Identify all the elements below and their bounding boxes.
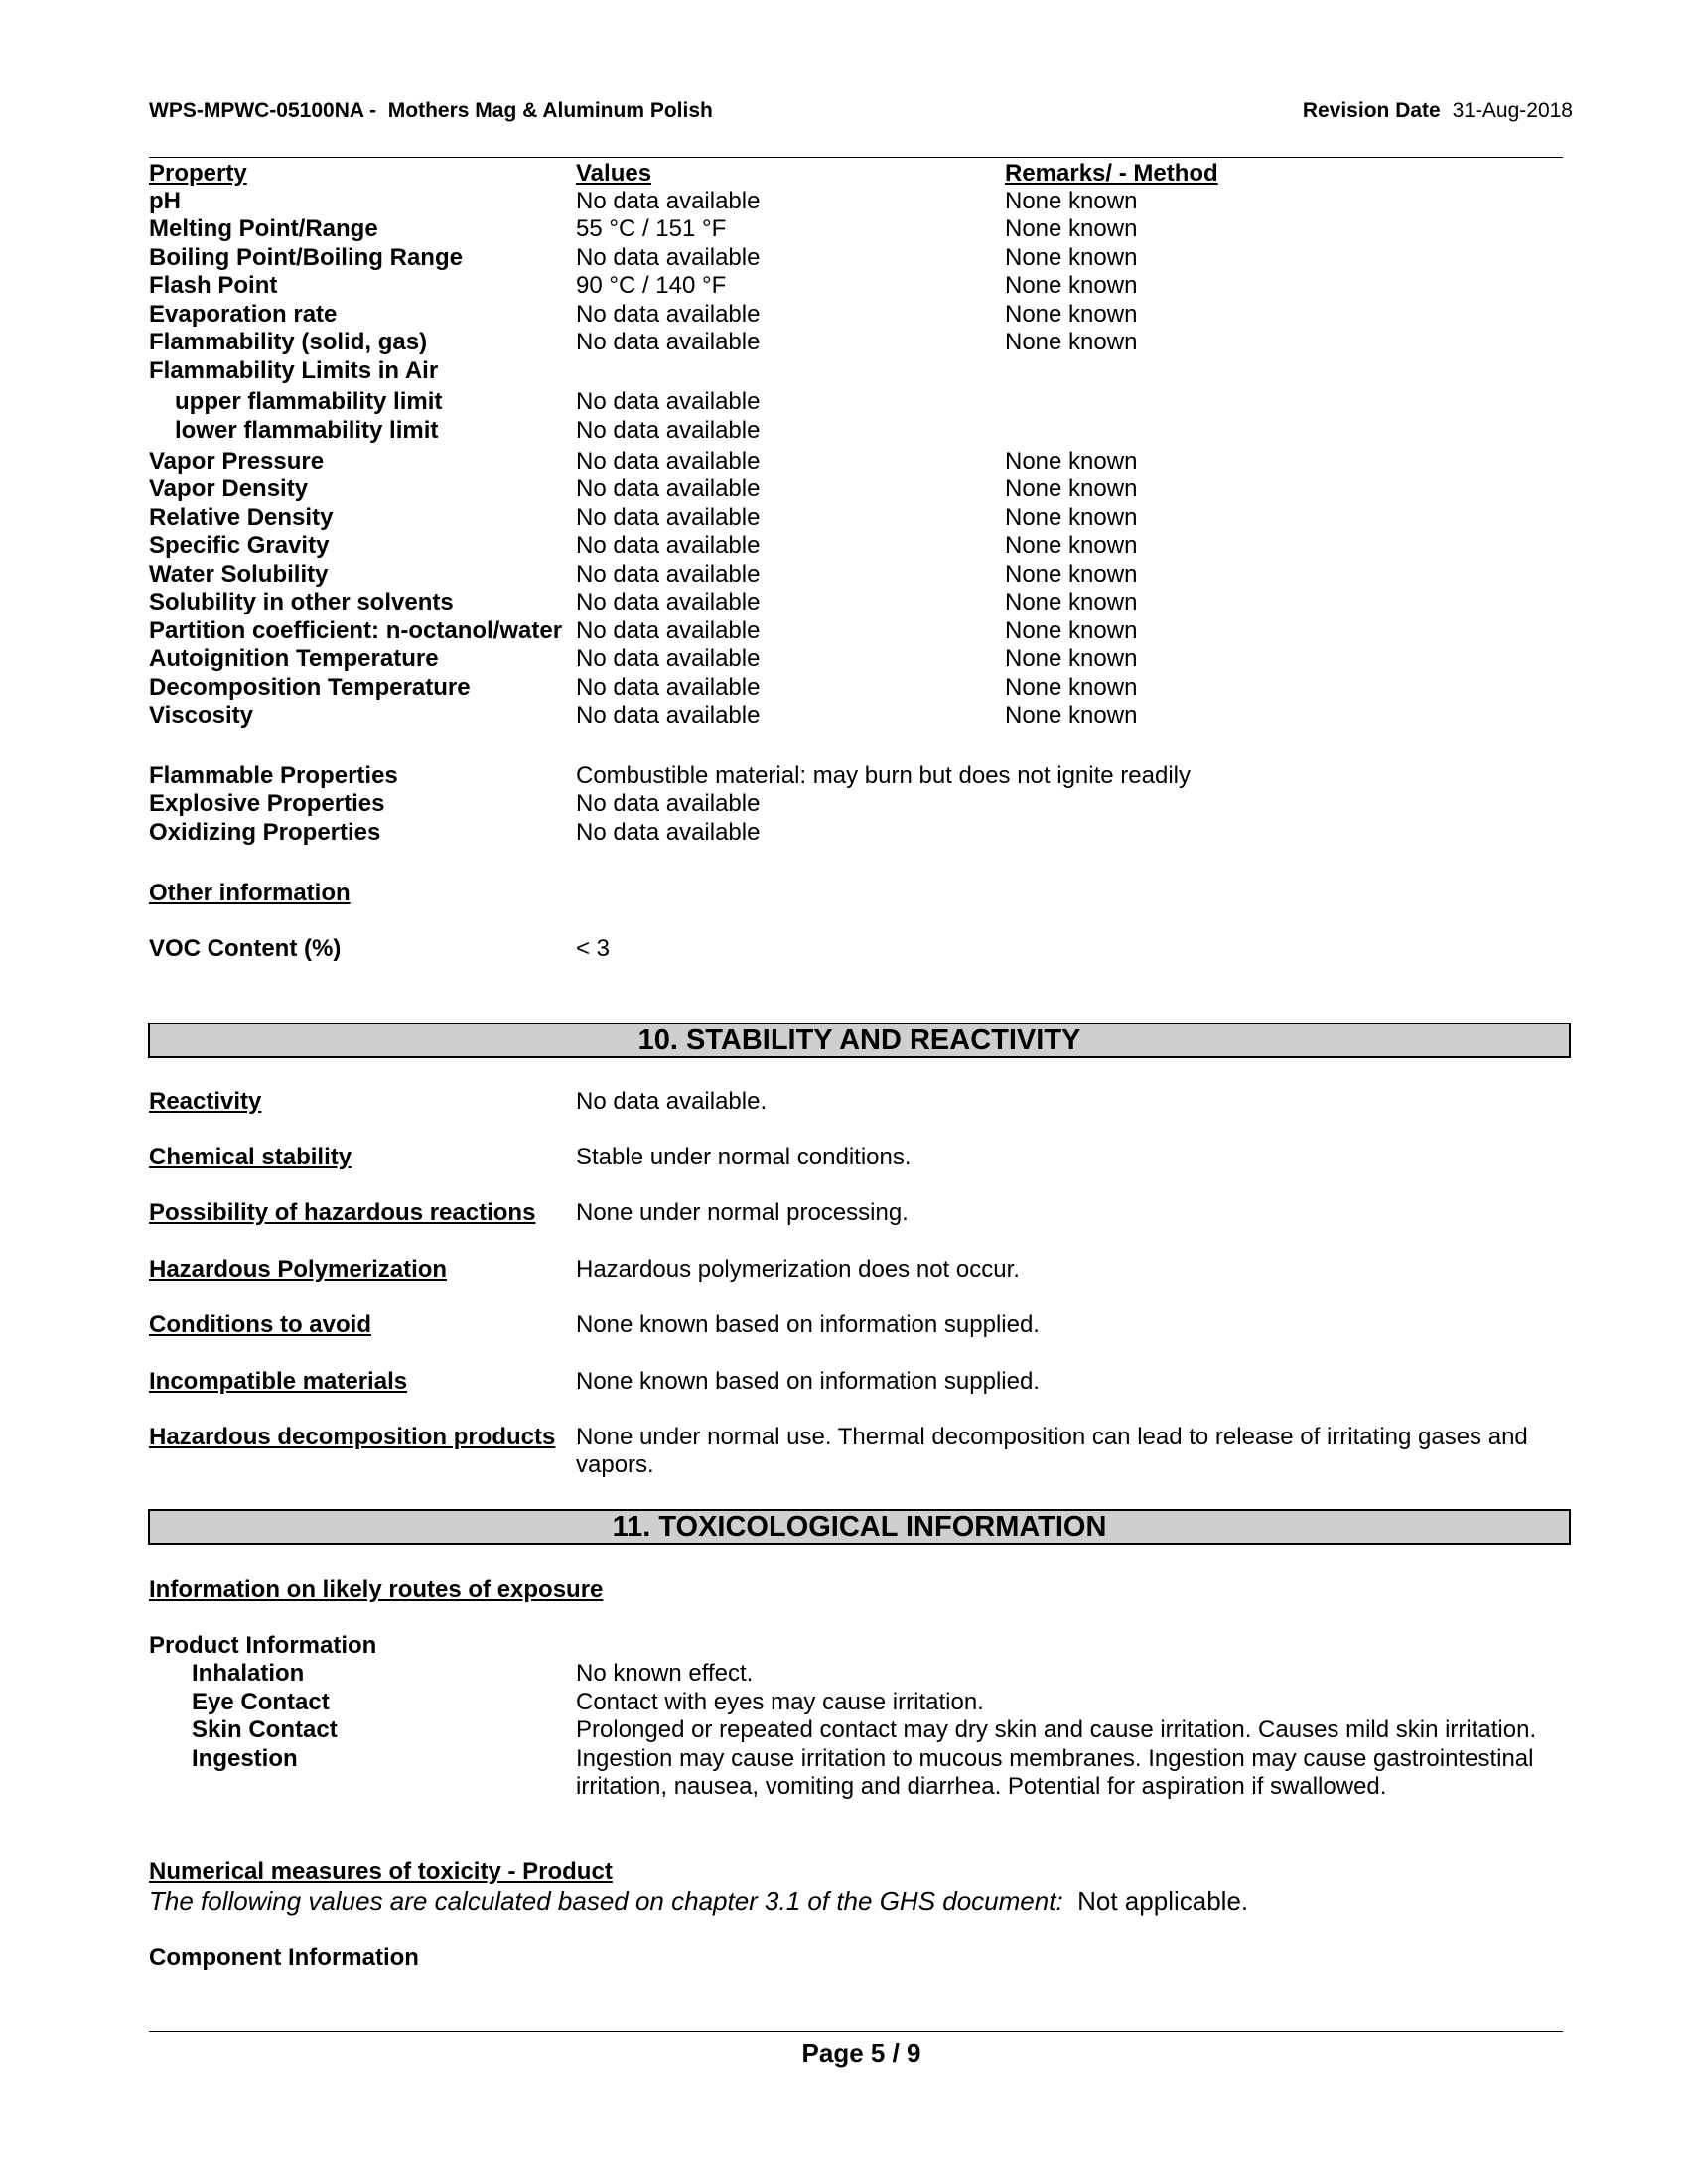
header-rule [149, 157, 1563, 158]
property-name: Flammable Properties [149, 762, 398, 789]
property-name: Viscosity [149, 702, 253, 729]
voc-content-value: < 3 [576, 935, 611, 962]
decomposition-products-value: None under normal use. Thermal decomposition can lead to release of irritating gases and vapors. [576, 1424, 1528, 1478]
property-remark: None known [1005, 301, 1138, 328]
other-information-heading: Other information [149, 880, 351, 906]
property-remark: None known [1005, 272, 1138, 299]
component-information-label: Component Information [149, 1944, 419, 1971]
property-value: No data available [576, 645, 761, 672]
property-name: Partition coefficient: n-octanol/water [149, 617, 563, 644]
property-remark: None known [1005, 702, 1138, 729]
property-value: No data available [576, 617, 761, 644]
hazardous-reactions-value: None under normal processing. [576, 1199, 909, 1226]
property-value: No data available [576, 417, 761, 444]
property-remark: None known [1005, 329, 1138, 355]
property-value: Combustible material: may burn but does not ignite readily [576, 762, 1191, 789]
inhalation-value: No known effect. [576, 1660, 754, 1687]
property-remark: None known [1005, 448, 1138, 475]
revision-date: 31-Aug-2018 [1452, 99, 1573, 122]
property-value: No data available [576, 819, 761, 846]
property-name: Decomposition Temperature [149, 674, 471, 701]
property-remark: None known [1005, 674, 1138, 701]
ingestion-value: Ingestion may cause irritation to mucous membranes. Ingestion may cause gastrointestinal irritation, nausea, vomiting and diarrhea. Potential for aspiration if swallowed. [576, 1745, 1534, 1800]
col-values-header: Values [576, 160, 652, 187]
property-remark: None known [1005, 617, 1138, 644]
property-value: No data available [576, 476, 761, 502]
property-value: No data available [576, 329, 761, 355]
property-remark: None known [1005, 215, 1138, 242]
skin-contact-value: Prolonged or repeated contact may dry skin and cause irritation. Causes mild skin irritation. [576, 1716, 1537, 1743]
property-name: upper flammability limit [175, 388, 443, 415]
property-name: Flammability (solid, gas) [149, 329, 428, 355]
chemical-stability-value: Stable under normal conditions. [576, 1144, 912, 1170]
property-name: Explosive Properties [149, 790, 385, 817]
ingestion-label: Ingestion [192, 1745, 298, 1772]
property-name: Solubility in other solvents [149, 589, 454, 615]
reactivity-label: Reactivity [149, 1088, 262, 1115]
property-name: Boiling Point/Boiling Range [149, 244, 463, 271]
ghs-text: The following values are calculated based on chapter 3.1 of the GHS document: [149, 1886, 1063, 1916]
property-remark: None known [1005, 561, 1138, 588]
incompatible-materials-label: Incompatible materials [149, 1368, 408, 1395]
property-value: No data available [576, 188, 761, 214]
property-remark: None known [1005, 532, 1138, 559]
product-name: Mothers Mag & Aluminum Polish [387, 99, 713, 122]
routes-of-exposure-heading: Information on likely routes of exposure [149, 1576, 604, 1603]
eye-contact-value: Contact with eyes may cause irritation. [576, 1689, 984, 1715]
property-value: No data available [576, 244, 761, 271]
property-value: No data available [576, 561, 761, 588]
document-header [149, 99, 713, 123]
product-information-label: Product Information [149, 1632, 377, 1659]
numerical-toxicity-heading: Numerical measures of toxicity - Product [149, 1858, 613, 1885]
property-remark: None known [1005, 244, 1138, 271]
property-value: No data available [576, 790, 761, 817]
property-value: No data available [576, 674, 761, 701]
inhalation-label: Inhalation [192, 1660, 305, 1687]
chemical-stability-label: Chemical stability [149, 1144, 352, 1170]
property-name: Oxidizing Properties [149, 819, 381, 846]
hazardous-polymerization-label: Hazardous Polymerization [149, 1256, 448, 1283]
revision-info [1303, 99, 1573, 123]
property-remark: None known [1005, 476, 1138, 502]
property-remark: None known [1005, 645, 1138, 672]
property-value: 90 °C / 140 °F [576, 272, 727, 299]
hazardous-reactions-label: Possibility of hazardous reactions [149, 1199, 536, 1226]
property-remark: None known [1005, 188, 1138, 214]
decomposition-products-label: Hazardous decomposition products [149, 1424, 556, 1450]
conditions-to-avoid-value: None known based on information supplied. [576, 1311, 1040, 1338]
property-name: Melting Point/Range [149, 215, 378, 242]
section-10-title: 10. STABILITY AND REACTIVITY [148, 1023, 1571, 1058]
property-value: 55 °C / 151 °F [576, 215, 727, 242]
property-name: Flash Point [149, 272, 278, 299]
ghs-value: Not applicable. [1077, 1886, 1249, 1916]
property-remark: None known [1005, 504, 1138, 531]
revision-label: Revision Date [1302, 99, 1441, 122]
document-id: WPS-MPWC-05100NA - [149, 99, 377, 122]
property-name: lower flammability limit [175, 417, 439, 444]
footer-rule [149, 2031, 1563, 2032]
voc-content-label: VOC Content (%) [149, 935, 342, 962]
eye-contact-label: Eye Contact [192, 1689, 330, 1715]
page-number: Page 5 / 9 [801, 2038, 921, 2068]
property-value: No data available [576, 301, 761, 328]
skin-contact-label: Skin Contact [192, 1716, 338, 1743]
property-name: Evaporation rate [149, 301, 338, 328]
property-name: Water Solubility [149, 561, 329, 588]
property-name: Relative Density [149, 504, 334, 531]
property-value: No data available [576, 589, 761, 615]
hazardous-polymerization-value: Hazardous polymerization does not occur. [576, 1256, 1020, 1283]
property-value: No data available [576, 388, 761, 415]
property-value: No data available [576, 504, 761, 531]
property-name: Vapor Density [149, 476, 309, 502]
property-name: Specific Gravity [149, 532, 330, 559]
property-name: pH [149, 188, 181, 214]
property-value: No data available [576, 532, 761, 559]
col-remarks-header: Remarks/ - Method [1005, 160, 1218, 187]
col-property-header: Property [149, 160, 247, 187]
section-11-title: 11. TOXICOLOGICAL INFORMATION [148, 1509, 1571, 1545]
property-remark: None known [1005, 589, 1138, 615]
conditions-to-avoid-label: Conditions to avoid [149, 1311, 371, 1338]
property-name: Vapor Pressure [149, 448, 325, 475]
property-name: Flammability Limits in Air [149, 357, 439, 384]
property-name: Autoignition Temperature [149, 645, 439, 672]
ghs-statement [149, 1886, 1248, 1916]
property-value: No data available [576, 702, 761, 729]
property-value: No data available [576, 448, 761, 475]
reactivity-value: No data available. [576, 1088, 768, 1115]
incompatible-materials-value: None known based on information supplied. [576, 1368, 1040, 1395]
